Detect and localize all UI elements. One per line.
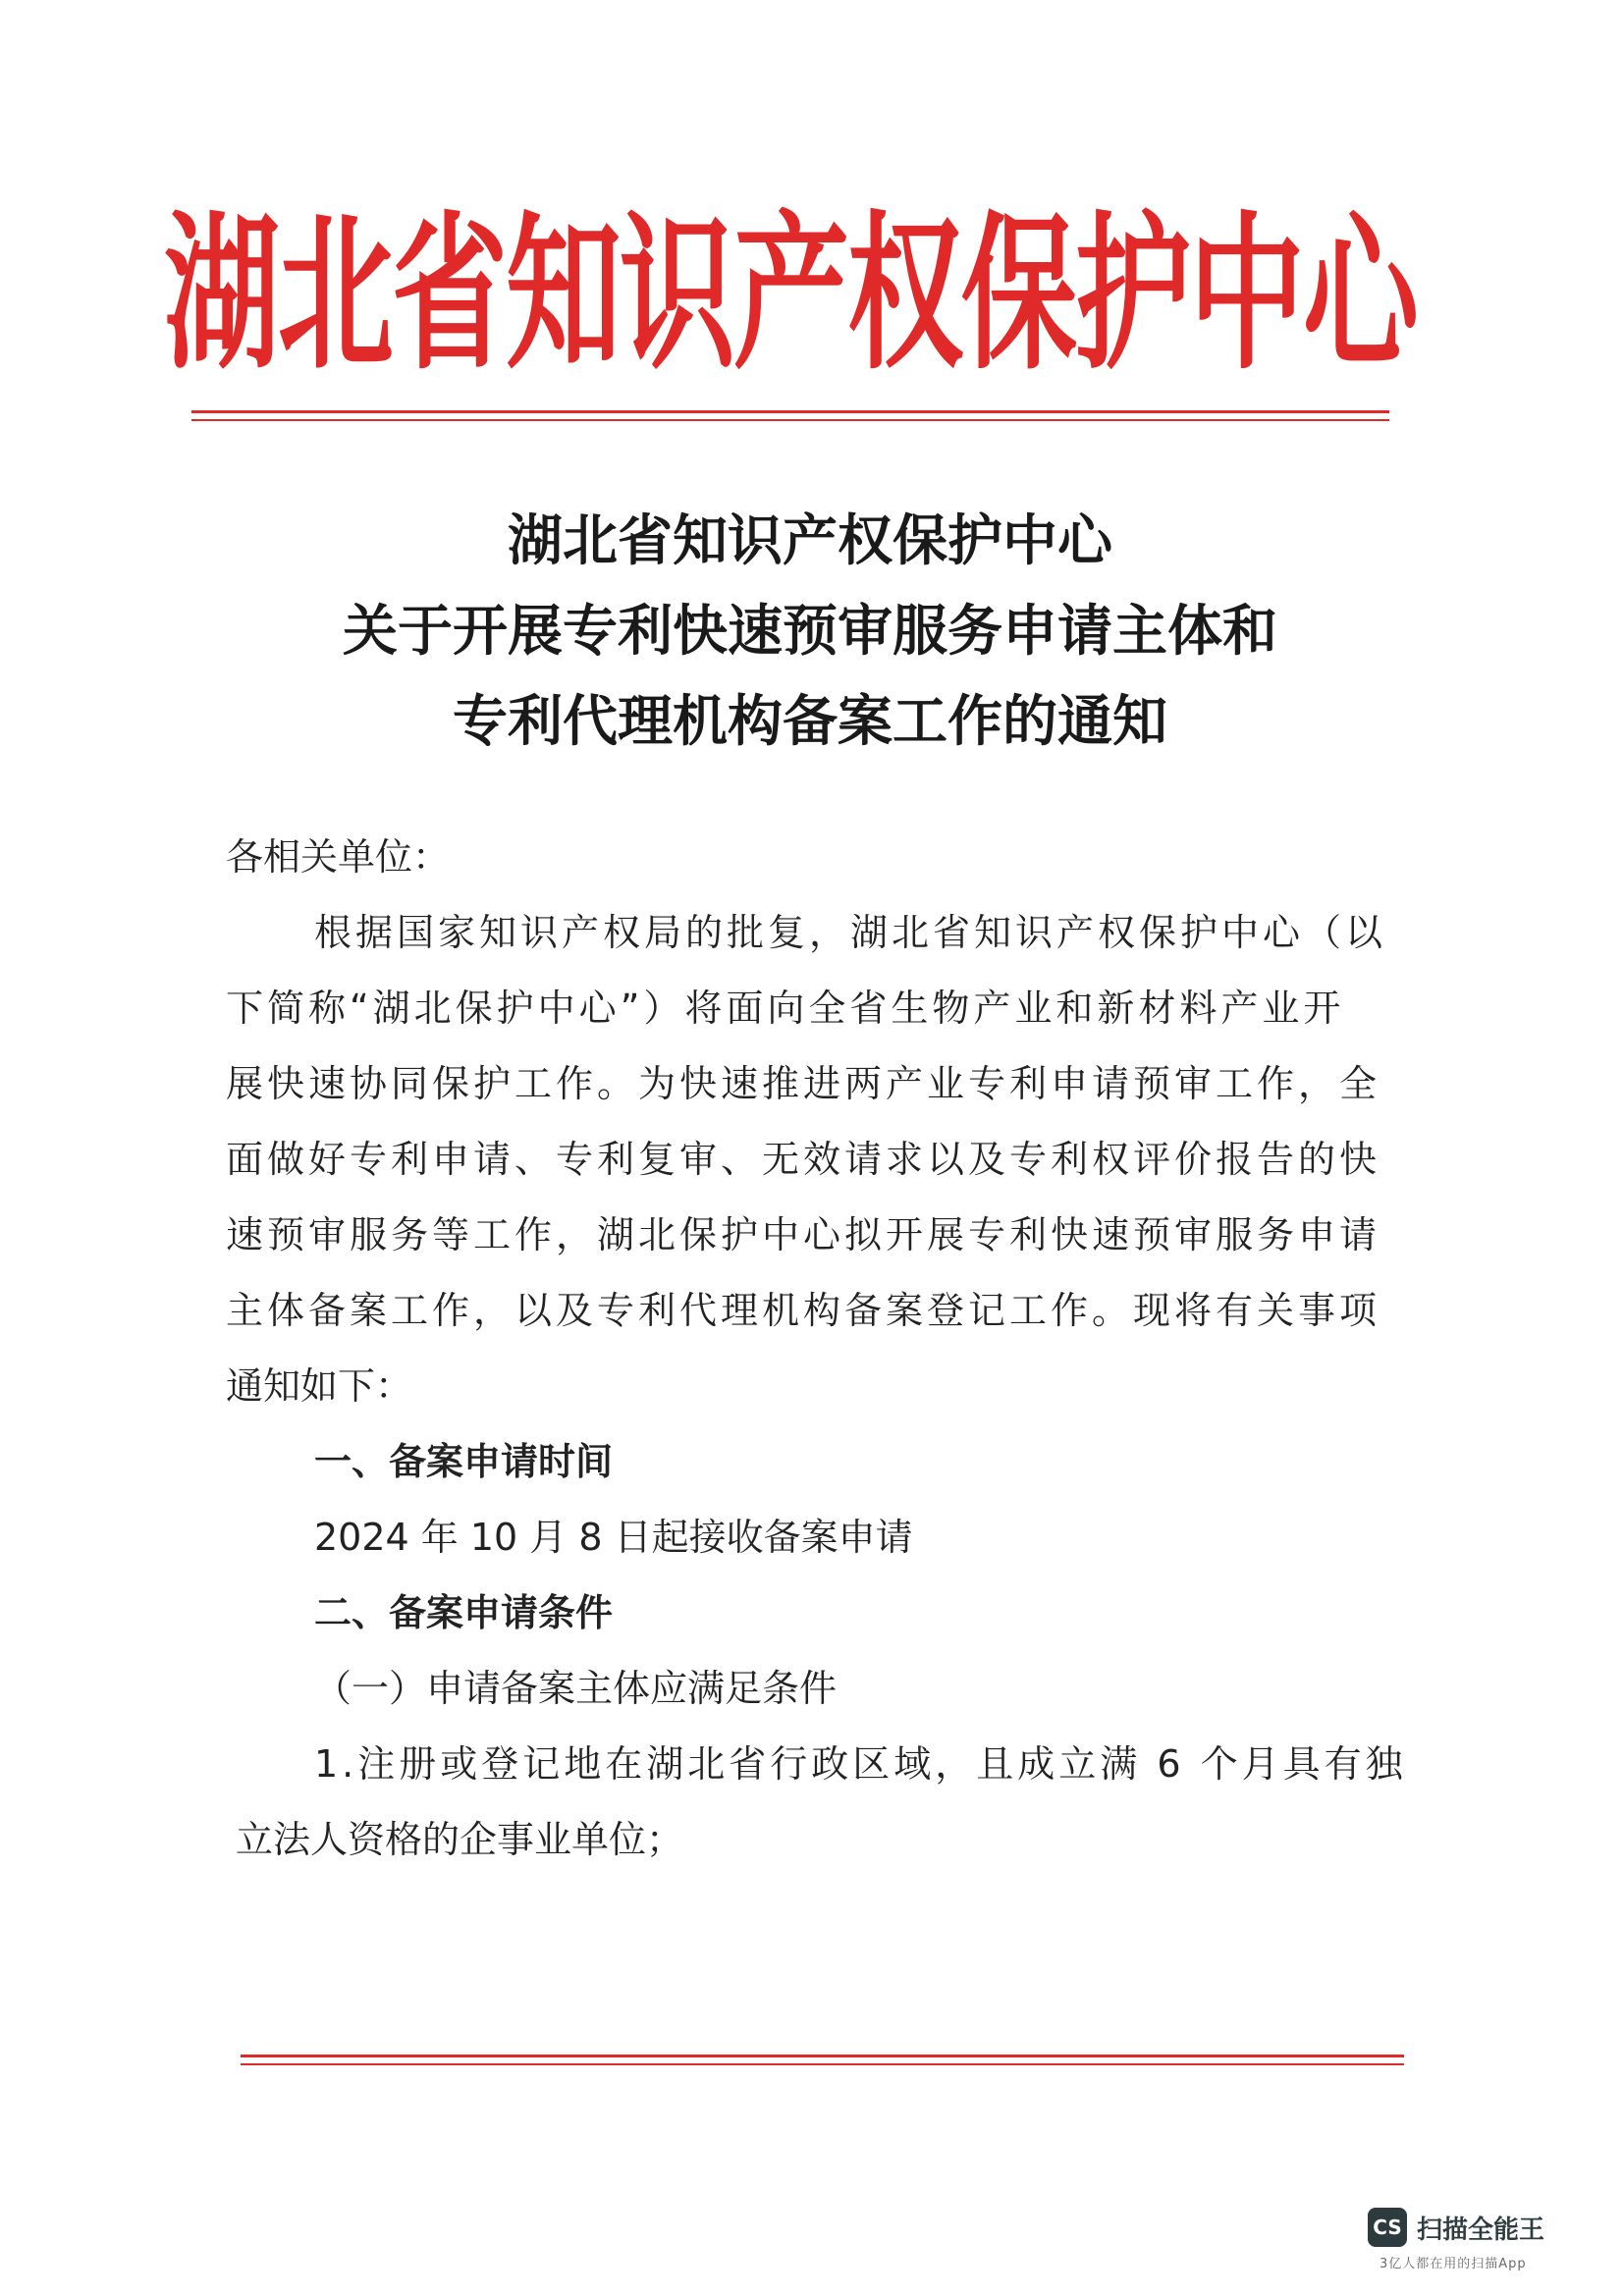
paragraph-line: 下简称“湖北保护中心”）将面向全省生物产业和新材料产业开	[226, 987, 1345, 1030]
subsection-heading: （一）申请备案主体应满足条件	[314, 1667, 838, 1710]
section-heading: 一、备案申请时间	[314, 1440, 614, 1483]
document-body	[226, 820, 1407, 1878]
footer-divider-thin	[241, 2063, 1404, 2065]
masthead-title: 湖北省知识产权保护中心	[164, 194, 1418, 393]
title-line-3: 专利代理机构备案工作的通知	[453, 689, 1167, 754]
masthead-divider	[191, 410, 1389, 413]
scanner-tagline: 3亿人都在用的扫描App	[1380, 2257, 1527, 2271]
footer-divider	[241, 2055, 1404, 2057]
paragraph-line: 根据国家知识产权局的批复，湖北省知识产权保护中心（以	[314, 911, 1387, 954]
scanner-watermark	[1368, 2206, 1603, 2274]
document-title	[187, 496, 1434, 767]
paragraph-line: 主体备案工作，以及专利代理机构备案登记工作。现将有关事项	[226, 1289, 1381, 1332]
section-heading: 二、备案申请条件	[314, 1591, 614, 1634]
title-line-1: 湖北省知识产权保护中心	[508, 508, 1112, 573]
paragraph-line: 面做好专利申请、专利复审、无效请求以及专利权评价报告的快	[226, 1138, 1381, 1181]
title-line-2: 关于开展专利快速预审服务申请主体和	[343, 599, 1277, 664]
section-text: 2024 年 10 月 8 日起接收备案申请	[314, 1516, 913, 1559]
masthead-divider-thin	[191, 419, 1389, 421]
list-item-line: 1.注册或登记地在湖北省行政区域，且成立满 6 个月具有独	[314, 1742, 1407, 1786]
list-item-line: 立法人资格的企事业单位；	[236, 1818, 684, 1861]
paragraph-line: 展快速协同保护工作。为快速推进两产业专利申请预审工作，全	[226, 1062, 1381, 1105]
scanner-app-name: 扫描全能王	[1417, 2216, 1545, 2245]
scanner-logo-icon: CS	[1368, 2208, 1407, 2247]
salutation: 各相关单位：	[226, 835, 451, 879]
paragraph-line: 速预审服务等工作，湖北保护中心拟开展专利快速预审服务申请	[226, 1213, 1381, 1256]
paragraph-line: 通知如下：	[226, 1364, 413, 1408]
